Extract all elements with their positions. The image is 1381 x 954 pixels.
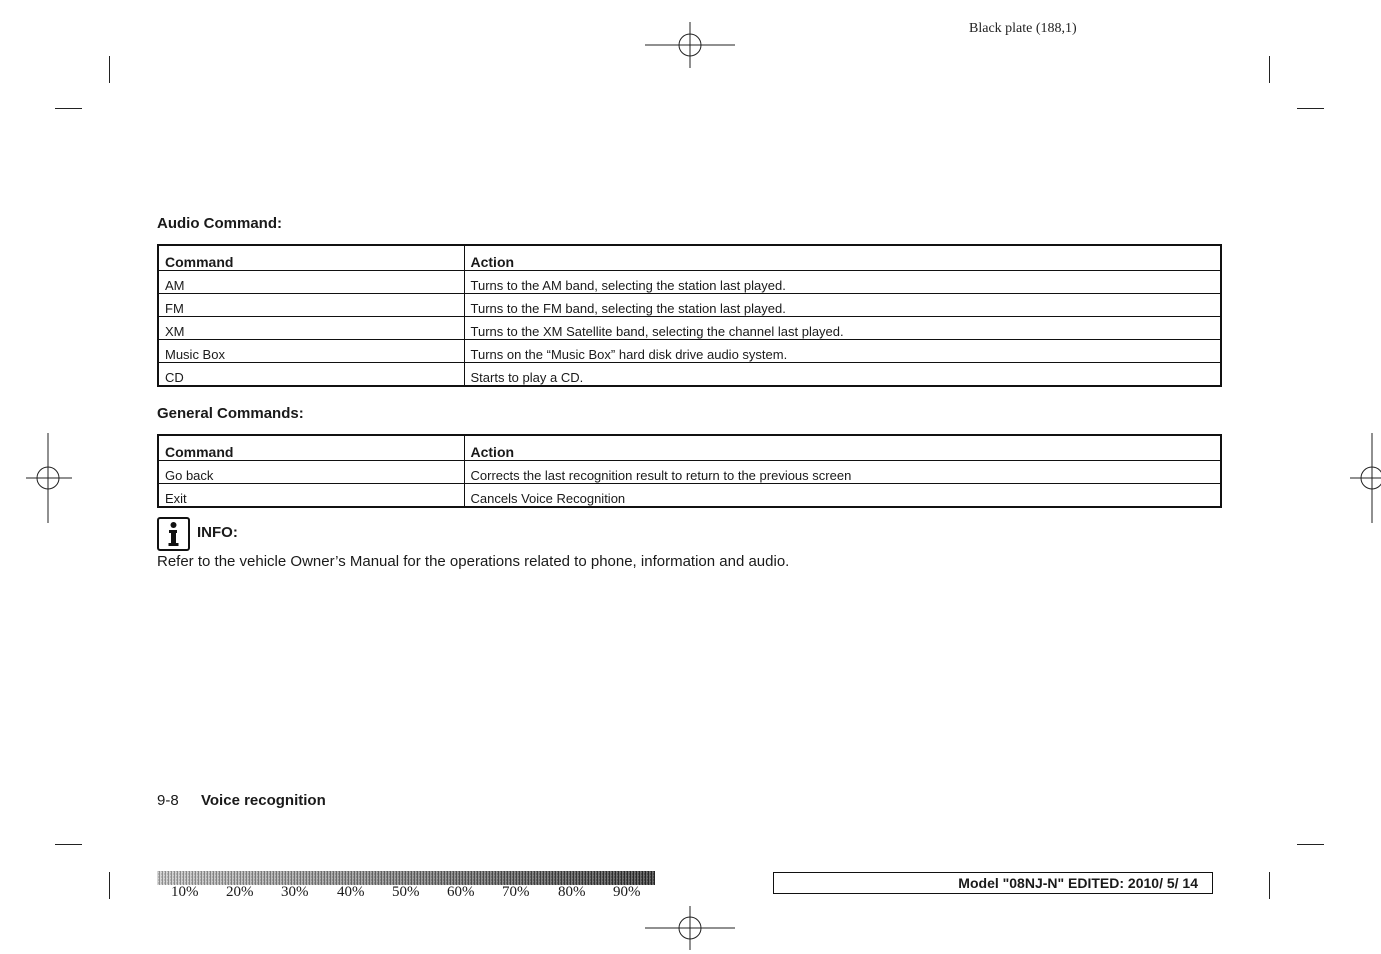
general-command-table: [157, 434, 1222, 508]
column-header-command: Command: [158, 435, 464, 461]
scale-label: 70%: [502, 884, 530, 900]
audio-section-title: Audio Command:: [157, 215, 282, 232]
table-row: [158, 340, 1221, 363]
info-label: INFO:: [197, 524, 238, 541]
general-section-title: General Commands:: [157, 405, 304, 422]
scale-label: 80%: [558, 884, 586, 900]
column-header-action: Action: [464, 245, 1221, 271]
registration-mark-bottom: [645, 904, 735, 954]
crop-mark: [1269, 56, 1270, 83]
command-cell: Music Box: [158, 340, 464, 363]
action-cell: Corrects the last recognition result to return to the previous screen: [464, 461, 1221, 484]
action-cell: Turns to the AM band, selecting the station last played.: [464, 271, 1221, 294]
page-number: 9-8: [157, 792, 179, 809]
registration-mark-top: [645, 0, 735, 90]
scale-label: 20%: [226, 884, 254, 900]
table-row: [158, 271, 1221, 294]
command-cell: CD: [158, 363, 464, 387]
table-row: [158, 461, 1221, 484]
crop-mark: [55, 844, 82, 845]
info-text: Refer to the vehicle Owner’s Manual for the operations related to phone, information and audio.: [157, 553, 790, 570]
action-cell: Cancels Voice Recognition: [464, 484, 1221, 508]
table-row: [158, 294, 1221, 317]
table-row: [158, 317, 1221, 340]
registration-mark-right: [1328, 433, 1381, 523]
crop-mark: [1297, 108, 1324, 109]
crop-mark: [109, 872, 110, 899]
plate-label: Black plate (188,1): [969, 21, 1077, 36]
density-scale-bar: [157, 871, 655, 885]
action-cell: Starts to play a CD.: [464, 363, 1221, 387]
scale-label: 40%: [337, 884, 365, 900]
table-header-row: [158, 245, 1221, 271]
command-cell: XM: [158, 317, 464, 340]
section-name: Voice recognition: [201, 792, 326, 809]
action-cell: Turns to the XM Satellite band, selecting the channel last played.: [464, 317, 1221, 340]
table-row: [158, 363, 1221, 387]
table-header-row: [158, 435, 1221, 461]
crop-mark: [1297, 844, 1324, 845]
command-cell: AM: [158, 271, 464, 294]
action-cell: Turns on the “Music Box” hard disk drive audio system.: [464, 340, 1221, 363]
scale-label: 90%: [613, 884, 641, 900]
model-edit-stamp: Model "08NJ-N" EDITED: 2010/ 5/ 14: [773, 872, 1213, 894]
command-cell: Exit: [158, 484, 464, 508]
scale-label: 30%: [281, 884, 309, 900]
scale-label: 60%: [447, 884, 475, 900]
action-cell: Turns to the FM band, selecting the station last played.: [464, 294, 1221, 317]
info-icon: [157, 517, 190, 551]
crop-mark: [55, 108, 82, 109]
crop-mark: [1269, 872, 1270, 899]
registration-mark-left: [4, 433, 94, 523]
table-row: [158, 484, 1221, 508]
audio-command-table: [157, 244, 1222, 387]
command-cell: Go back: [158, 461, 464, 484]
crop-mark: [109, 56, 110, 83]
column-header-action: Action: [464, 435, 1221, 461]
scale-label: 10%: [171, 884, 199, 900]
command-cell: FM: [158, 294, 464, 317]
scale-label: 50%: [392, 884, 420, 900]
column-header-command: Command: [158, 245, 464, 271]
